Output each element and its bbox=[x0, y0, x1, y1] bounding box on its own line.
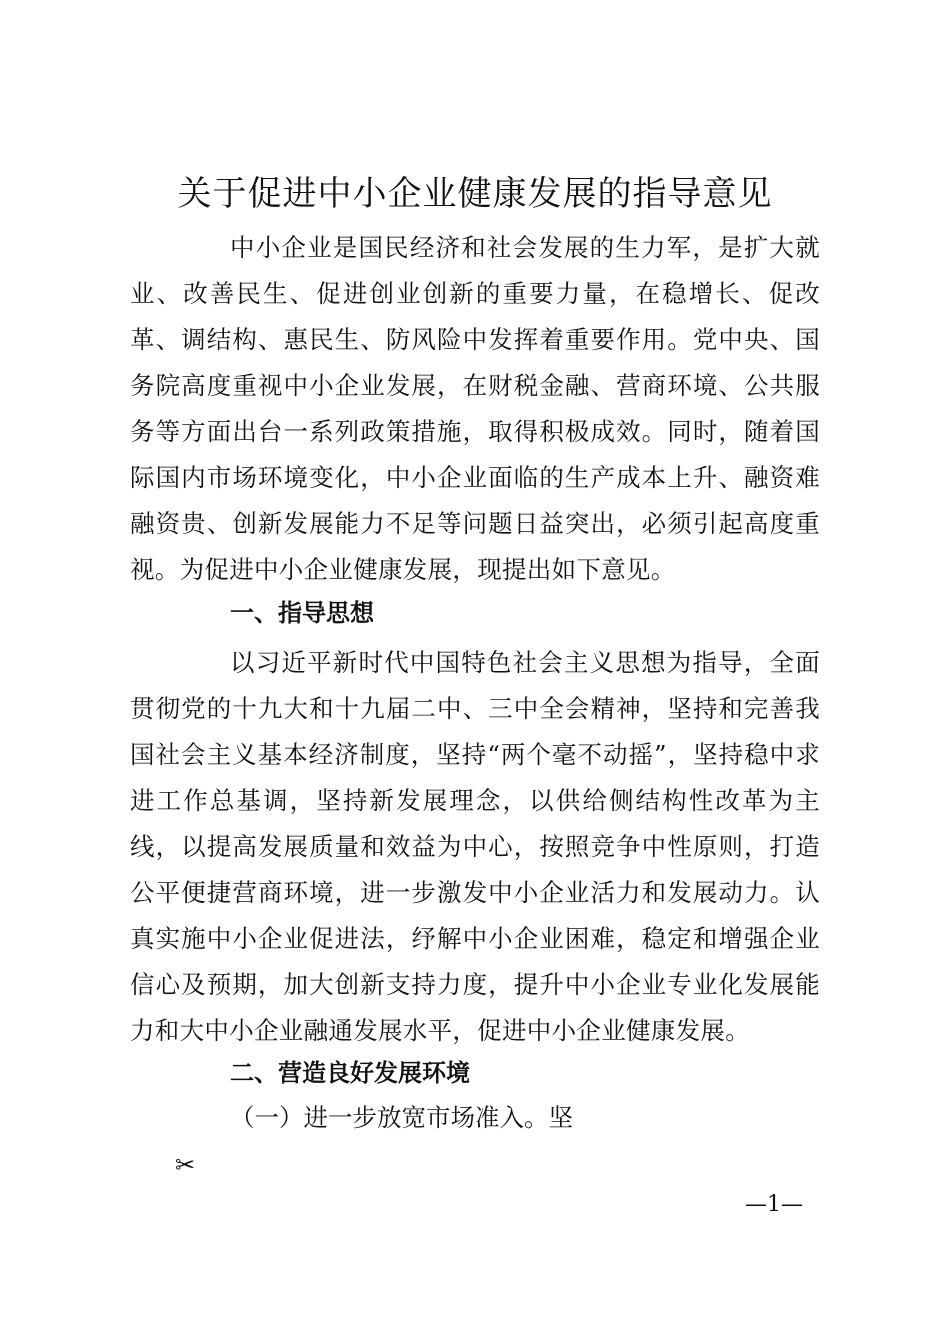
intro-paragraph: 中小企业是国民经济和社会发展的生力军，是扩大就业、改善民生、促进创业创新的重要力量，在稳增长、促改革、调结构、惠民生、防风险中发挥着重要作用。党中央、国务院高度重视中小企业发展，在财税金融、营商环境、公共服务等方面出台一系列政策措施，取得积极成效。同时，随着国际国内市场环境变化，中小企业面临的生产成本上升、融资难融资贵、创新发展能力不足等问题日益突出，必须引起高度重视。为促进中小企业健康发展，现提出如下意见。 bbox=[130, 233, 820, 584]
scissors-icon: ✂ bbox=[175, 1151, 196, 1179]
guiding-ideology-paragraph: 以习近平新时代中国特色社会主义思想为指导，全面贯彻党的十九大和十九届二中、三中全会精神，坚持和完善我国社会主义基本经济制度，坚持“两个毫不动摇”，坚持稳中求进工作总基调，坚持新发展理念，以供给侧结构性改革为主线，以提高发展质量和效益为中心，按照竞争中性原则，打造公平便捷营商环境，进一步激发中小企业活力和发展动力。认真实施中小企业促进法，纾解中小企业困难，稳定和增强企业信心及预期，加大创新支持力度，提升中小企业专业化发展能力和大中小企业融通发展水平，促进中小企业健康发展。 bbox=[130, 648, 820, 1045]
section-heading-guiding-ideology: 一、指导思想 bbox=[230, 599, 374, 627]
page-number: —1— bbox=[745, 1192, 803, 1217]
subsection-heading-market-access: （一）进一步放宽市场准入。坚 bbox=[230, 1103, 573, 1132]
document-title: 关于促进中小企业健康发展的指导意见 bbox=[177, 174, 773, 214]
section-heading-environment: 二、营造良好发展环境 bbox=[230, 1059, 470, 1087]
